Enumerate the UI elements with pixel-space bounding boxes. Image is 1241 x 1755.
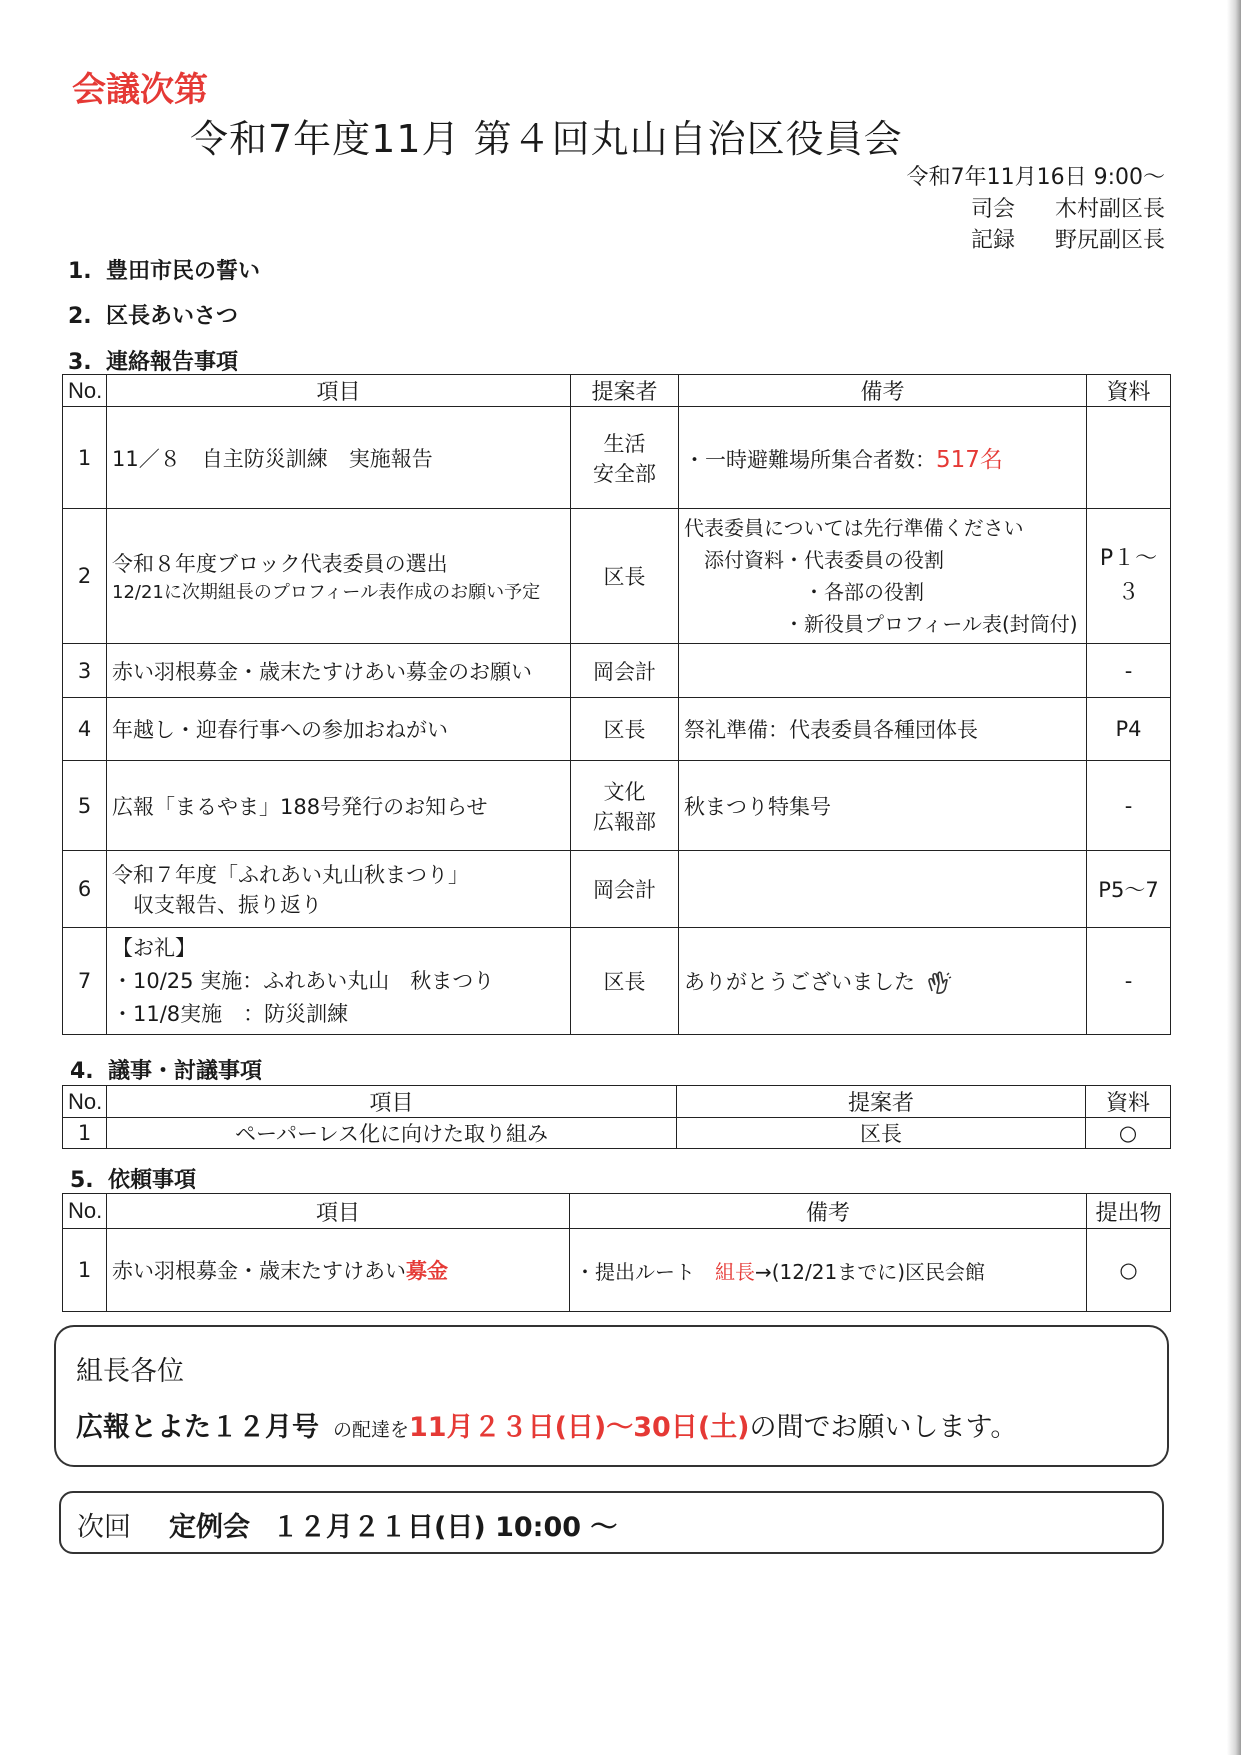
- report-table: [62, 374, 1171, 1035]
- recorder-line: [971, 223, 1165, 254]
- row-proposer: 区長: [677, 1118, 1086, 1149]
- report-table-header: [63, 375, 1171, 407]
- chair-name: 木村副区長: [1054, 197, 1165, 222]
- row-item: 令和７年度「ふれあい丸山秋まつり」 収支報告、振り返り: [107, 851, 571, 928]
- col-item: 項目: [107, 1086, 677, 1118]
- table-row: [63, 928, 1171, 1035]
- col-submission: 提出物: [1087, 1194, 1171, 1229]
- row-no: 7: [63, 928, 107, 1035]
- row-material: -: [1087, 761, 1171, 851]
- table-row: [63, 851, 1171, 928]
- row-submission: ○: [1087, 1229, 1171, 1312]
- next-label: 次回: [77, 1512, 131, 1543]
- row-proposer: 岡会計: [571, 644, 679, 698]
- notice-body: [76, 1405, 1017, 1444]
- row-material: -: [1087, 928, 1171, 1035]
- col-material: 資料: [1086, 1086, 1171, 1118]
- notice-tail: の間でお願いします。: [749, 1412, 1018, 1443]
- row-no: 6: [63, 851, 107, 928]
- row-no: 2: [63, 509, 107, 644]
- section-1-heading: 1. 豊田市民の誓い: [68, 259, 261, 284]
- row-note: [679, 644, 1087, 698]
- row-item: 年越し・迎春行事への参加おねがい: [107, 698, 571, 761]
- row-item: 赤い羽根募金・歳末たすけあい募金のお願い: [107, 644, 571, 698]
- section-2-heading: 2. 区長あいさつ: [68, 304, 239, 329]
- table-row: [63, 698, 1171, 761]
- section-5-heading: 5. 依頼事項: [70, 1168, 197, 1193]
- request-table-header: [63, 1194, 1171, 1229]
- recorder-name: 野尻副区長: [1054, 228, 1165, 253]
- row-item: 赤い羽根募金・歳末たすけあい募金: [107, 1229, 570, 1312]
- row-material: [1087, 407, 1171, 509]
- col-note: 備考: [679, 375, 1087, 407]
- scan-edge-shadow: [1227, 0, 1241, 1755]
- clapping-hands-icon: [926, 971, 952, 995]
- next-name: 定例会: [169, 1512, 250, 1543]
- row-no: 1: [63, 1229, 107, 1312]
- recorder-role: 記録: [970, 228, 1015, 253]
- row-material: P4: [1087, 698, 1171, 761]
- col-no: No.: [63, 1086, 107, 1118]
- row-item: 【お礼】 ・10/25 実施：ふれあい丸山 秋まつり ・11/8実施 ：防災訓練: [107, 928, 571, 1035]
- section-3-heading: 3. 連絡報告事項: [68, 350, 239, 375]
- chair-line: [971, 192, 1165, 223]
- page-title: 令和7年度11月 第４回丸山自治区役員会: [190, 117, 903, 161]
- row-no: 4: [63, 698, 107, 761]
- col-note: 備考: [570, 1194, 1087, 1229]
- row-note: ありがとうございました: [679, 928, 1087, 1035]
- row-proposer: 文化 広報部: [571, 761, 679, 851]
- highlight-count: 517名: [936, 447, 1003, 473]
- section-4-heading: 4. 議事・討議事項: [70, 1059, 263, 1084]
- row-no: 5: [63, 761, 107, 851]
- row-proposer: 生活 安全部: [571, 407, 679, 509]
- col-item: 項目: [107, 1194, 570, 1229]
- discussion-table: [62, 1085, 1171, 1149]
- row-material: -: [1087, 644, 1171, 698]
- document-label: 会議次第: [72, 70, 208, 110]
- row-no: 1: [63, 407, 107, 509]
- row-note: 秋まつり特集号: [679, 761, 1087, 851]
- row-note: ・一時避難場所集合者数：517名: [679, 407, 1087, 509]
- row-no: 1: [63, 1118, 107, 1149]
- row-no: 3: [63, 644, 107, 698]
- row-note: 代表委員については先行準備ください 添付資料・代表委員の役割 ・各部の役割 ・新役員プロフィール表(封筒付): [679, 509, 1087, 644]
- row-note: ・提出ルート 組長→(12/21までに)区民会館: [570, 1229, 1087, 1312]
- row-material: ○: [1086, 1118, 1171, 1149]
- next-datetime: １２月２１日(日) 10:00 ～: [272, 1512, 618, 1543]
- row-item: ペーパーレス化に向けた取り組み: [107, 1118, 677, 1149]
- row-item: 広報「まるやま」188号発行のお知らせ: [107, 761, 571, 851]
- table-row: [63, 644, 1171, 698]
- row-item: 11／８ 自主防災訓練 実施報告: [107, 407, 571, 509]
- row-proposer: 区長: [571, 698, 679, 761]
- table-row: [63, 1118, 1171, 1149]
- table-row: [63, 1229, 1171, 1312]
- notice-heading: 組長各位: [76, 1356, 184, 1387]
- row-proposer: 岡会計: [571, 851, 679, 928]
- chair-role: 司会: [970, 197, 1015, 222]
- col-proposer: 提案者: [571, 375, 679, 407]
- row-note: [679, 851, 1087, 928]
- discussion-table-header: [63, 1086, 1171, 1118]
- notice-dates: 11月２３日(日)～30日(土): [409, 1412, 750, 1443]
- col-no: No.: [63, 1194, 107, 1229]
- request-table: [62, 1193, 1171, 1312]
- table-row: [63, 509, 1171, 644]
- next-meeting-box: [59, 1491, 1164, 1554]
- note-highlight: 組長: [715, 1259, 755, 1284]
- notice-small: の配達を: [333, 1419, 410, 1441]
- row-proposer: 区長: [571, 509, 679, 644]
- table-row: [63, 761, 1171, 851]
- row-item: 令和８年度ブロック代表委員の選出 12/21に次期組長のプロフィール表作成のお願い予定: [107, 509, 571, 644]
- table-row: [63, 407, 1171, 509]
- notice-box: [54, 1325, 1169, 1467]
- col-item: 項目: [107, 375, 571, 407]
- col-proposer: 提案者: [677, 1086, 1086, 1118]
- col-material: 資料: [1087, 375, 1171, 407]
- row-item-sub: 12/21に次期組長のプロフィール表作成のお願い予定: [112, 582, 541, 603]
- notice-bold: 広報とよた１２月号: [76, 1412, 319, 1443]
- item-highlight: 募金: [406, 1259, 448, 1283]
- row-note: 祭礼準備：代表委員各種団体長: [679, 698, 1087, 761]
- row-material: P5～7: [1087, 851, 1171, 928]
- col-no: No.: [63, 375, 107, 407]
- row-proposer: 区長: [571, 928, 679, 1035]
- row-material: P１～ ３: [1087, 509, 1171, 644]
- meeting-datetime: 令和7年11月16日 9:00～: [906, 165, 1165, 190]
- next-meeting-line: [77, 1505, 617, 1544]
